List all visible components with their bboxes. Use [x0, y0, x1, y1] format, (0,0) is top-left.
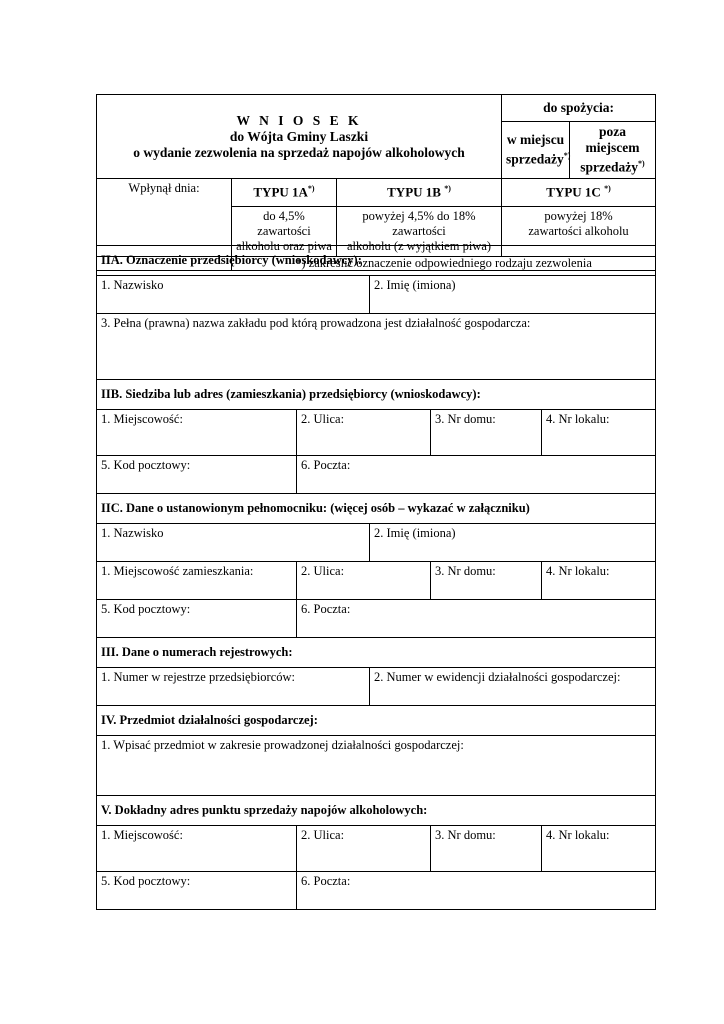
- type-1c-label: TYPU 1C: [546, 184, 601, 200]
- section-2b-heading: IIB. Siedziba lub adres (zamieszkania) przedsiębiorcy (wnioskodawcy):: [97, 380, 656, 410]
- surname-label: 1. Nazwisko: [101, 278, 164, 292]
- type-1b-label: TYPU 1B: [387, 184, 441, 200]
- footnote-mark: *): [444, 183, 451, 193]
- footnote-mark: *): [638, 159, 645, 168]
- on-site-label-1: w miejscu: [506, 132, 565, 147]
- evidence-number-field[interactable]: [370, 668, 656, 706]
- proxy-names-field[interactable]: [370, 524, 656, 562]
- section-2c-heading: IIC. Dane o ustanowionym pełnomocniku: (więcej osób – wykazać w załączniku): [97, 494, 656, 524]
- proxy-post-field[interactable]: [297, 600, 656, 638]
- first-names-field[interactable]: [370, 276, 656, 314]
- footnote-mark: *): [307, 183, 315, 193]
- off-site-checkbox[interactable]: [570, 122, 656, 179]
- proxy-post-label: 6. Poczta:: [301, 602, 351, 616]
- hq-house-label: 3. Nr domu:: [435, 412, 496, 426]
- hq-flat-field[interactable]: [542, 410, 656, 456]
- hq-city-field[interactable]: [97, 410, 297, 456]
- proxy-surname-field[interactable]: [97, 524, 370, 562]
- register-number-label: 1. Numer w rejestrze przedsiębiorców:: [101, 670, 296, 684]
- sale-flat-field[interactable]: [542, 826, 656, 872]
- type-1c-desc-line2: zawartości alkoholu: [528, 223, 629, 238]
- type-1c-desc-line1: powyżej 18%: [544, 208, 613, 223]
- sale-post-label: 6. Poczta:: [301, 874, 351, 888]
- title-line3: o wydanie zezwolenia na sprzedaż napojów alkoholowych: [133, 145, 465, 161]
- received-label: Wpłynął dnia:: [128, 180, 200, 195]
- type-1c-option[interactable]: [502, 178, 656, 206]
- consumption-label: do spożycia:: [502, 95, 656, 122]
- proxy-city-field[interactable]: [97, 562, 297, 600]
- sale-flat-label: 4. Nr lokalu:: [546, 828, 610, 842]
- footnote: *) zakreślić oznaczenie odpowiedniego rodzaju zezwolenia: [232, 256, 656, 270]
- company-name-field[interactable]: [97, 314, 656, 380]
- business-subject-label: 1. Wpisać przedmiot w zakresie prowadzonej działalności gospodarczej:: [101, 738, 464, 752]
- sale-house-field[interactable]: [431, 826, 542, 872]
- proxy-street-field[interactable]: [297, 562, 431, 600]
- proxy-house-field[interactable]: [431, 562, 542, 600]
- sale-city-label: 1. Miejscowość:: [101, 828, 183, 842]
- hq-city-label: 1. Miejscowość:: [101, 412, 183, 426]
- type-1b-desc-line2: alkoholu (z wyjątkiem piwa): [346, 238, 492, 253]
- application-title: [97, 95, 502, 179]
- proxy-zip-label: 5. Kod pocztowy:: [101, 602, 191, 616]
- register-number-field[interactable]: [97, 668, 370, 706]
- sale-zip-field[interactable]: [97, 872, 297, 910]
- on-site-label-2: sprzedaży: [506, 151, 564, 167]
- main-form-table: [96, 245, 656, 910]
- off-site-label-1: poza miejscem: [585, 124, 640, 155]
- hq-post-field[interactable]: [297, 456, 656, 494]
- section-2a-heading: IIA. Oznaczenie przedsiębiorcy (wnioskodawcy):: [97, 246, 656, 276]
- type-1a-desc-line1: do 4,5% zawartości: [257, 208, 311, 238]
- first-names-label: 2. Imię (imiona): [374, 278, 456, 292]
- business-subject-field[interactable]: [97, 736, 656, 796]
- proxy-names-label: 2. Imię (imiona): [374, 526, 456, 540]
- proxy-city-label: 1. Miejscowość zamieszkania:: [101, 564, 254, 578]
- title-line2: do Wójta Gminy Laszki: [229, 129, 369, 145]
- hq-street-field[interactable]: [297, 410, 431, 456]
- type-1a-label: TYPU 1A: [253, 184, 308, 200]
- hq-zip-field[interactable]: [97, 456, 297, 494]
- hq-flat-label: 4. Nr lokalu:: [546, 412, 610, 426]
- sale-post-field[interactable]: [297, 872, 656, 910]
- proxy-flat-field[interactable]: [542, 562, 656, 600]
- proxy-street-label: 2. Ulica:: [301, 564, 345, 578]
- proxy-flat-label: 4. Nr lokalu:: [546, 564, 610, 578]
- type-1a-option[interactable]: [232, 178, 337, 206]
- sale-city-field[interactable]: [97, 826, 297, 872]
- hq-post-label: 6. Poczta:: [301, 458, 351, 472]
- off-site-label-2: sprzedaży: [580, 159, 639, 175]
- proxy-surname-label: 1. Nazwisko: [101, 526, 164, 540]
- sale-zip-label: 5. Kod pocztowy:: [101, 874, 191, 888]
- type-1b-desc-line1: powyżej 4,5% do 18% zawartości: [362, 208, 476, 238]
- section-3-heading: III. Dane o numerach rejestrowych:: [97, 638, 656, 668]
- section-5-heading: V. Dokładny adres punktu sprzedaży napojów alkoholowych:: [97, 796, 656, 826]
- proxy-house-label: 3. Nr domu:: [435, 564, 496, 578]
- footnote-mark: *): [604, 183, 611, 193]
- type-1b-option[interactable]: [337, 178, 502, 206]
- hq-zip-label: 5. Kod pocztowy:: [101, 458, 191, 472]
- sale-house-label: 3. Nr domu:: [435, 828, 496, 842]
- sale-street-label: 2. Ulica:: [301, 828, 345, 842]
- hq-street-label: 2. Ulica:: [301, 412, 345, 426]
- proxy-zip-field[interactable]: [97, 600, 297, 638]
- surname-field[interactable]: [97, 276, 370, 314]
- footnote-mark: *): [563, 151, 571, 160]
- section-4-heading: IV. Przedmiot działalności gospodarczej:: [97, 706, 656, 736]
- sale-street-field[interactable]: [297, 826, 431, 872]
- type-1a-desc-line2: alkoholu oraz piwa: [236, 238, 332, 253]
- hq-house-field[interactable]: [431, 410, 542, 456]
- on-site-checkbox[interactable]: [502, 122, 570, 179]
- title-main: W N I O S E K: [236, 113, 362, 129]
- company-name-label: 3. Pełna (prawna) nazwa zakładu pod którą prowadzona jest działalność gospodarcza:: [101, 316, 531, 330]
- evidence-number-label: 2. Numer w ewidencji działalności gospodarczej:: [374, 670, 621, 684]
